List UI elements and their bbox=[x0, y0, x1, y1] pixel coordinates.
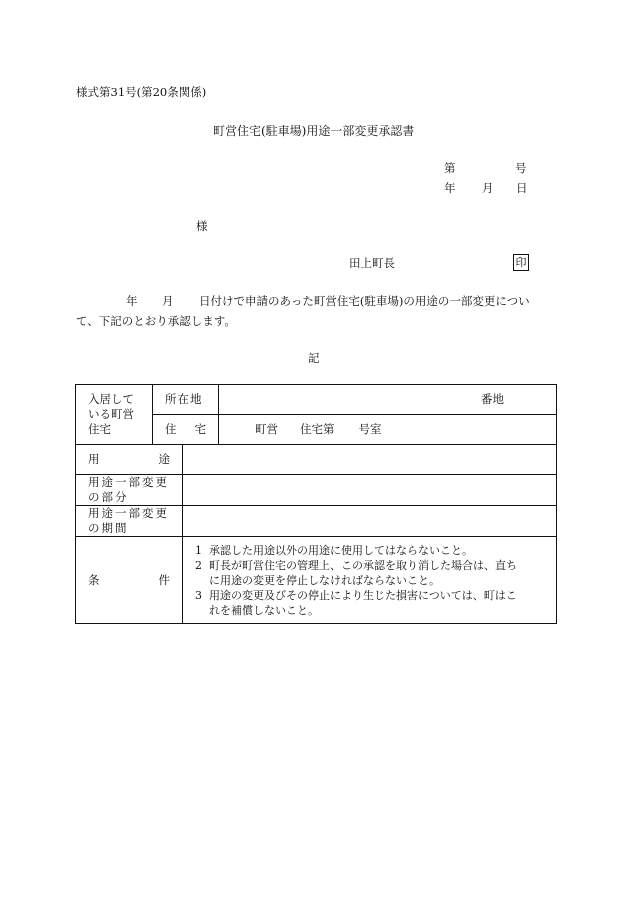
row-conditions bbox=[76, 537, 557, 624]
row-period bbox=[76, 506, 557, 537]
usage-label: 用 途 bbox=[76, 445, 183, 475]
house-label: 住 宅 bbox=[153, 415, 219, 445]
doc-date-month: 月 bbox=[482, 181, 494, 195]
seal-mark: 印 bbox=[513, 254, 529, 271]
doc-date-day: 日 bbox=[516, 181, 528, 195]
condition-item-2: 2 町長が町営住宅の管理上、この承認を取り消した場合は、直ち bbox=[195, 558, 517, 572]
period-value bbox=[183, 506, 557, 537]
location-value: 番地 bbox=[219, 385, 557, 415]
issuer-name: 田上町長 bbox=[349, 256, 395, 270]
condition-item-2-cont: に用途の変更を停止しなければならないこと。 bbox=[209, 573, 440, 587]
condition-item-1: 1 承認した用途以外の用途に使用してはならないこと。 bbox=[195, 543, 473, 557]
body-line-1: 日付けで申請のあった町営住宅(駐車場)の用途の一部変更につい bbox=[199, 294, 530, 308]
part-label: 用途一部変更 の部分 bbox=[76, 475, 183, 506]
doc-date-year: 年 bbox=[444, 181, 456, 195]
row-part bbox=[76, 475, 557, 506]
condition-item-3-cont: れを補償しないこと。 bbox=[209, 603, 319, 617]
body-month: 月 bbox=[162, 294, 174, 308]
row-location bbox=[76, 385, 557, 415]
conditions-list bbox=[183, 537, 557, 624]
addressee-sama: 様 bbox=[196, 219, 208, 233]
doc-number-dai: 第 bbox=[444, 161, 456, 175]
period-label: 用途一部変更 の期間 bbox=[76, 506, 183, 537]
location-label: 所在地 bbox=[153, 385, 219, 415]
condition-item-3: 3 用途の変更及びその停止により生じた損害については、町はこ bbox=[195, 588, 517, 602]
body-year: 年 bbox=[126, 294, 138, 308]
part-value bbox=[183, 475, 557, 506]
conditions-label: 条 件 bbox=[76, 537, 183, 624]
ki-heading: 記 bbox=[308, 351, 320, 365]
usage-value bbox=[183, 445, 557, 475]
house-value: 町営 住宅第 号室 bbox=[219, 415, 557, 445]
body-line-2: て、下記のとおり承認します。 bbox=[76, 314, 236, 328]
resident-label: 入居して いる町営 住宅 bbox=[76, 385, 153, 445]
row-usage bbox=[76, 445, 557, 475]
approval-table bbox=[75, 384, 557, 624]
form-number: 様式第31号(第20条関係) bbox=[76, 85, 207, 99]
doc-number-go: 号 bbox=[515, 161, 527, 175]
document-title: 町営住宅(駐車場)用途一部変更承認書 bbox=[213, 124, 415, 138]
